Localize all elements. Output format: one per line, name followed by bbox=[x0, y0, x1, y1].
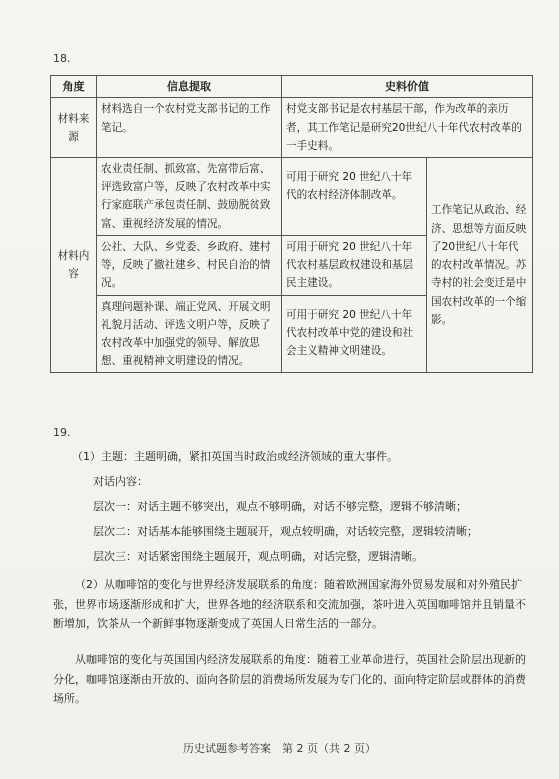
content-info-1: 农业责任制、抓致富、先富带后富、评选致富户等，反映了农村改革中实行家庭联产承包责任制、鼓励脱贫致富、重视经济发展的情况。 bbox=[97, 158, 282, 236]
header-angle: 角度 bbox=[51, 76, 97, 98]
header-value: 史料价值 bbox=[282, 76, 533, 98]
content-info-3: 真理问题补课、端正党风、开展文明礼貌月活动、评选文明户等，反映了农村改革中加强党的领导、解放思想、重视精神文明建设的情况。 bbox=[97, 295, 282, 373]
q19-level2: 层次二：对话基本能够围绕主题展开，观点较明确，对话较完整，逻辑较清晰； bbox=[93, 525, 478, 538]
row-label-content: 材料内容 bbox=[51, 158, 97, 373]
content-info-2: 公社、大队、乡党委、乡政府、建村等，反映了撤社建乡、村民自治的情况。 bbox=[97, 235, 282, 295]
row-label-source: 材料来源 bbox=[51, 98, 97, 158]
q19-level1: 层次一：对话主题不够突出，观点不够明确，对话不够完整，逻辑不够清晰； bbox=[93, 500, 467, 513]
header-info: 信息提取 bbox=[97, 76, 282, 98]
q19-dialogue-label: 对话内容： bbox=[93, 475, 148, 488]
q19-part3: 从咖啡馆的变化与英国国内经济发展联系的角度：随着工业革命进行，英国社会阶层出现新的分化，咖啡馆逐渐由开放的、面向各阶层的消费场所发展为专门化的、面向特定阶层或群体的消费场所。 bbox=[53, 653, 526, 706]
table-header-row bbox=[51, 76, 533, 98]
question-18-table bbox=[50, 75, 533, 373]
question-18-number: 18. bbox=[53, 52, 71, 65]
table-row-source bbox=[51, 98, 533, 158]
source-info: 材料选自一个农村党支部书记的工作笔记。 bbox=[97, 98, 282, 158]
q19-level3: 层次三：对话紧密围绕主题展开，观点明确，对话完整，逻辑清晰。 bbox=[93, 550, 423, 563]
source-value: 村党支部书记是农村基层干部，作为改革的亲历者，其工作笔记是研究20世纪八十年代农村改革的一手史料。 bbox=[282, 98, 533, 158]
q19-part1: （1）主题：主题明确，紧扣英国当时政治或经济领域的重大事件。 bbox=[72, 450, 398, 463]
content-summary: 工作笔记从政治、经济、思想等方面反映了20世纪八十年代的农村改革情况。苏寺村的社会变迁是中国农村改革的一个缩影。 bbox=[427, 158, 533, 373]
page-footer: 历史试题参考答案 第 2 页（共 2 页） bbox=[183, 742, 376, 755]
table-row-content-1 bbox=[51, 158, 533, 236]
content-value-1: 可用于研究 20 世纪八十年代的农村经济体制改革。 bbox=[282, 158, 427, 236]
question-19-number: 19. bbox=[53, 426, 71, 439]
q19-part2: （2）从咖啡馆的变化与世界经济发展联系的角度：随着欧洲国家海外贸易发展和对外殖民扩张，世界市场逐渐形成和扩大，世界各地的经济联系和交流加强，茶叶进入英国咖啡馆并且销量不断增加，饮茶从一个新鲜事物逐渐变成了英国人日常生活的一部分。 bbox=[53, 578, 526, 631]
content-value-3: 可用于研究 20 世纪八十年代农村改革中党的建设和社会主义精神文明建设。 bbox=[282, 295, 427, 373]
content-value-2: 可用于研究 20 世纪八十年代农村基层政权建设和基层民主建设。 bbox=[282, 235, 427, 295]
